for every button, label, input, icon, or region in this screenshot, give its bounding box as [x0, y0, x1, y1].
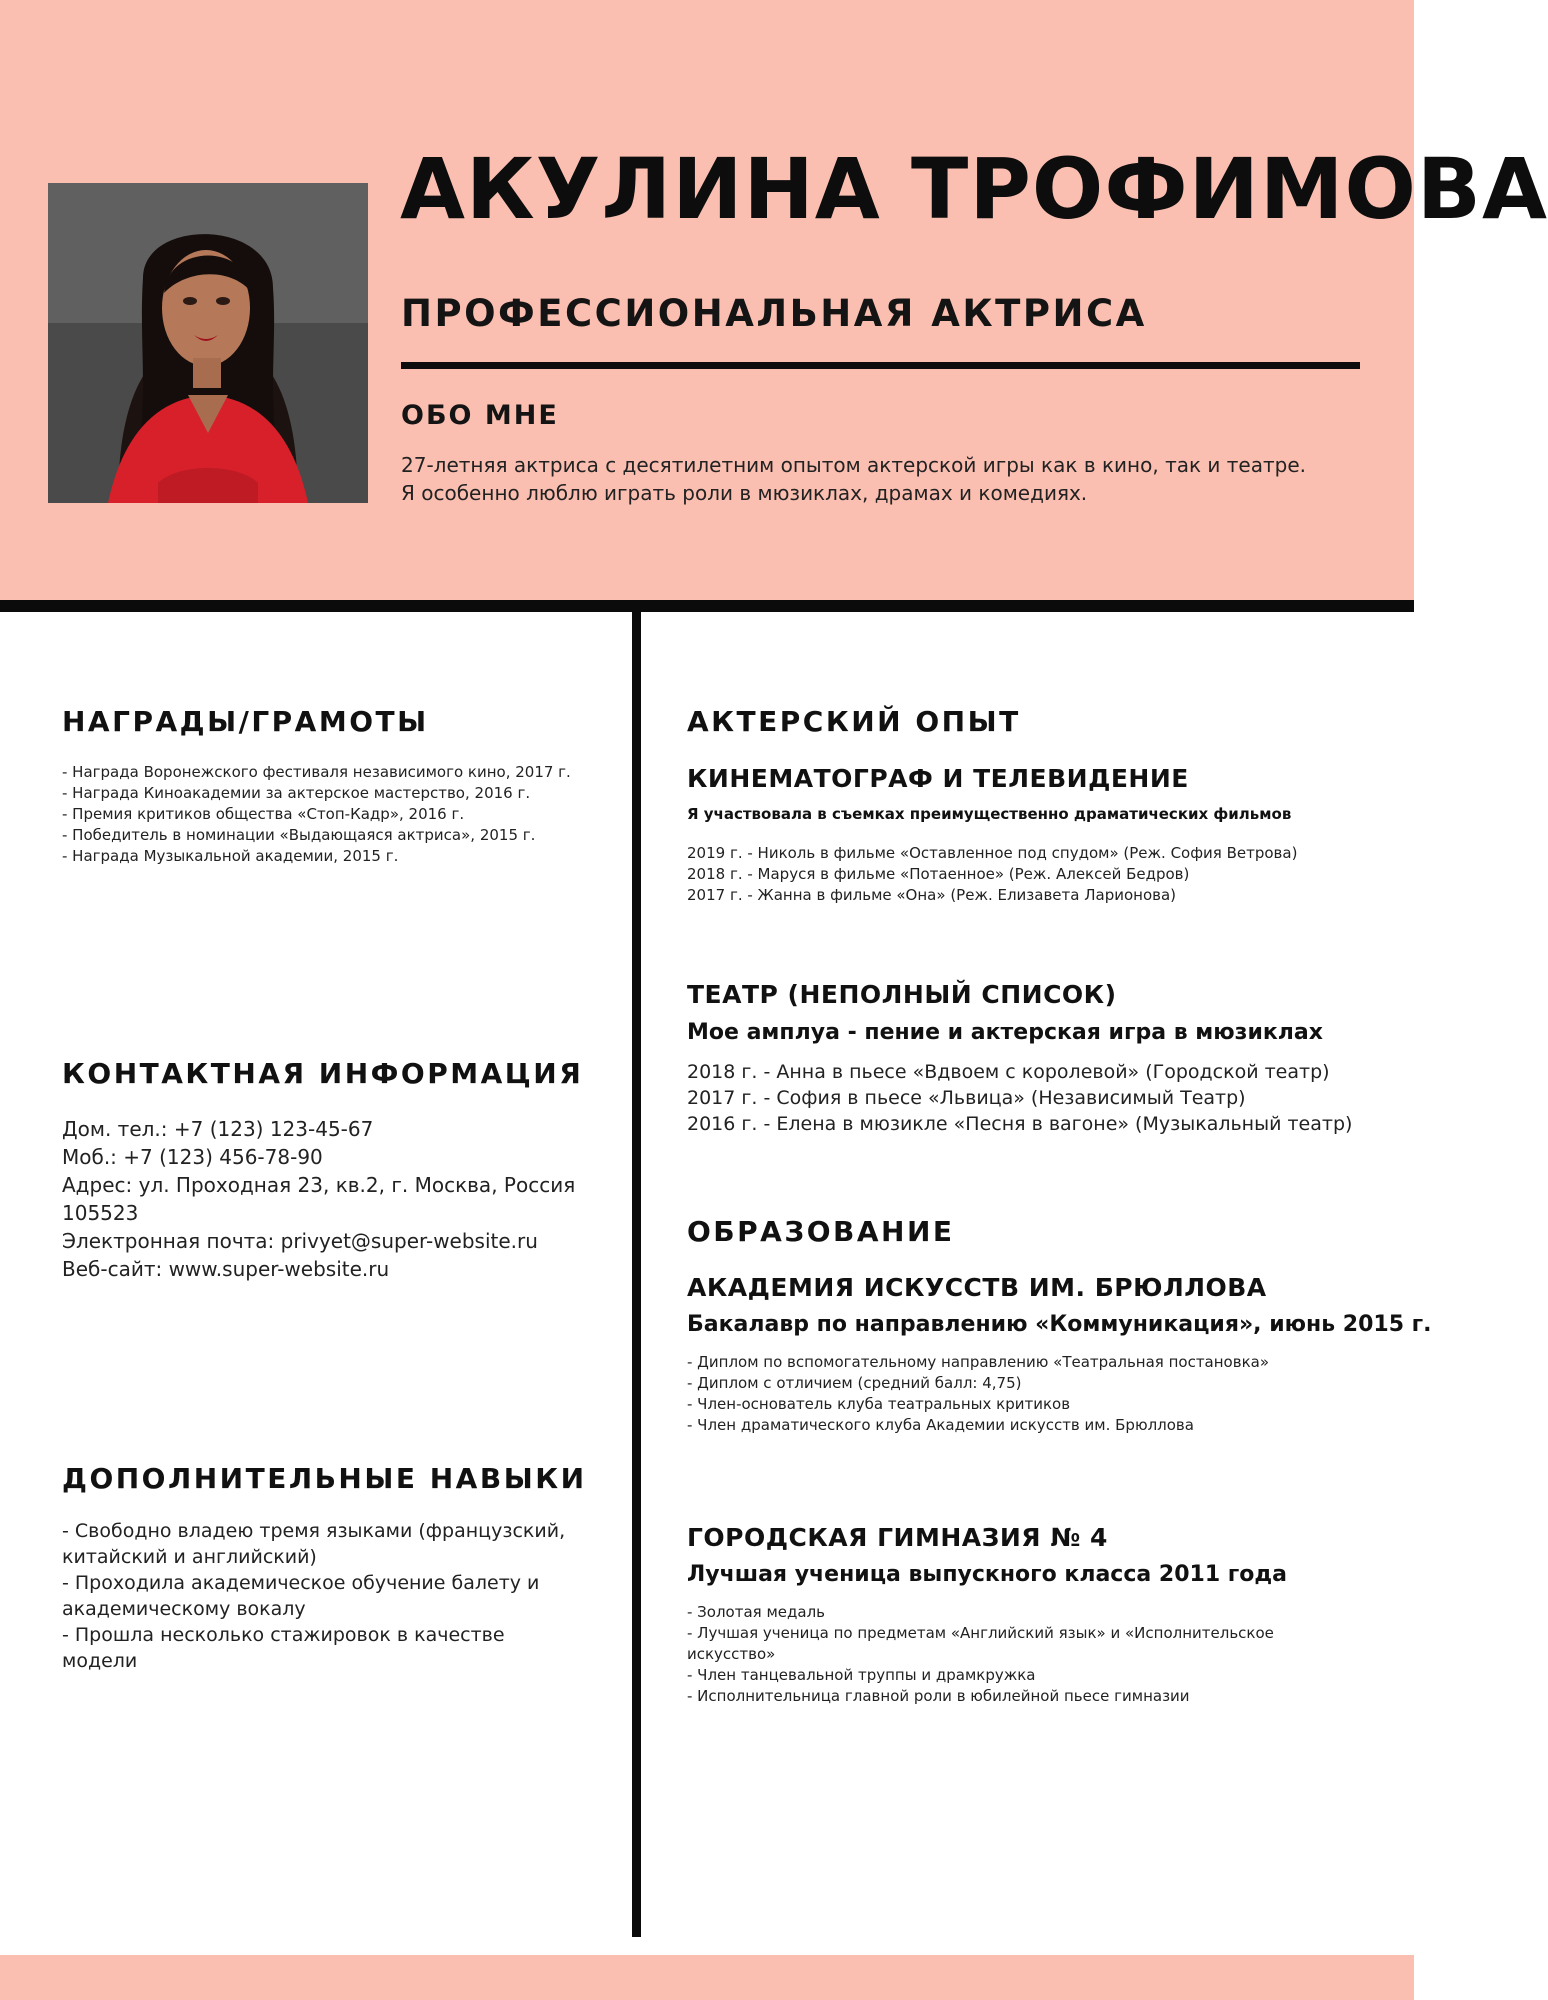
title-underline	[401, 362, 1360, 369]
list-item: - Диплом с отличием (средний балл: 4,75)	[687, 1374, 1022, 1392]
gymnasium-heading: ГОРОДСКАЯ ГИМНАЗИЯ № 4	[687, 1523, 1108, 1552]
about-text: 27-летняя актриса с десятилетним опытом актерской игры как в кино, так и театре. Я особенно люблю играть роли в мюзиклах, драмах и комедиях.	[401, 453, 1306, 505]
theatre-list	[687, 1059, 1387, 1137]
list-item: - Исполнительница главной роли в юбилейной пьесе гимназии	[687, 1687, 1190, 1705]
candidate-role: ПРОФЕССИОНАЛЬНАЯ АКТРИСА	[401, 292, 1147, 335]
website[interactable]: Веб-сайт: www.super-website.ru	[62, 1257, 390, 1281]
mobile-phone: Моб.: +7 (123) 456-78-90	[62, 1145, 323, 1169]
skills-list	[62, 1518, 582, 1674]
list-item: - Член танцевальной труппы и драмкружка	[687, 1666, 1036, 1684]
contacts-list	[62, 1115, 602, 1283]
list-item: - Диплом по вспомогательному направлению «Театральная постановка»	[687, 1353, 1270, 1371]
awards-heading: НАГРАДЫ/ГРАМОТЫ	[62, 705, 429, 738]
list-item: - Награда Воронежского фестиваля независимого кино, 2017 г.	[62, 763, 571, 781]
theatre-heading: ТЕАТР (НЕПОЛНЫЙ СПИСОК)	[687, 980, 1117, 1009]
candidate-name: АКУЛИНА ТРОФИМОВА	[400, 140, 1548, 238]
footer-band	[0, 1955, 1414, 2000]
list-item: 2016 г. - Елена в мюзикле «Песня в вагоне» (Музыкальный театр)	[687, 1113, 1353, 1135]
theatre-subtitle: Мое амплуа - пение и актерская игра в мюзиклах	[687, 1020, 1323, 1045]
education-heading: ОБРАЗОВАНИЕ	[687, 1215, 955, 1248]
list-item: 2019 г. - Николь в фильме «Оставленное под спудом» (Реж. София Ветрова)	[687, 844, 1298, 862]
list-item: - Проходила академическое обучение балету и академическому вокалу	[62, 1572, 540, 1620]
email[interactable]: Электронная почта: privyet@super-website.ru	[62, 1229, 538, 1253]
list-item: - Свободно владею тремя языками (французский, китайский и английский)	[62, 1520, 566, 1568]
profile-photo	[48, 183, 368, 503]
gymnasium-subtitle: Лучшая ученица выпускного класса 2011 года	[687, 1562, 1288, 1587]
list-item: 2018 г. - Маруся в фильме «Потаенное» (Реж. Алексей Бедров)	[687, 865, 1190, 883]
awards-list	[62, 762, 582, 867]
address: Адрес: ул. Проходная 23, кв.2, г. Москва, Россия 105523	[62, 1173, 576, 1225]
column-divider	[632, 612, 641, 1937]
list-item: - Золотая медаль	[687, 1603, 825, 1621]
academy-heading: АКАДЕМИЯ ИСКУССТВ ИМ. БРЮЛЛОВА	[687, 1273, 1267, 1302]
list-item: - Премия критиков общества «Стоп-Кадр», 2016 г.	[62, 805, 465, 823]
list-item: 2017 г. - София в пьесе «Львица» (Независимый Театр)	[687, 1087, 1246, 1109]
list-item: 2018 г. - Анна в пьесе «Вдвоем с королевой» (Городской театр)	[687, 1061, 1330, 1083]
list-item: - Член драматического клуба Академии искусств им. Брюллова	[687, 1416, 1194, 1434]
film-subtitle: Я участвовала в съемках преимущественно драматических фильмов	[687, 805, 1292, 823]
contacts-heading: КОНТАКТНАЯ ИНФОРМАЦИЯ	[62, 1057, 584, 1090]
portrait-illustration	[48, 183, 368, 503]
list-item: - Победитель в номинации «Выдающаяся актриса», 2015 г.	[62, 826, 536, 844]
list-item: - Награда Музыкальной академии, 2015 г.	[62, 847, 399, 865]
gymnasium-list	[687, 1602, 1337, 1707]
list-item: - Награда Киноакадемии за актерское мастерство, 2016 г.	[62, 784, 531, 802]
home-phone: Дом. тел.: +7 (123) 123-45-67	[62, 1117, 374, 1141]
list-item: - Лучшая ученица по предметам «Английский язык» и «Исполнительское искусство»	[687, 1624, 1274, 1663]
header-divider	[0, 600, 1414, 612]
film-list	[687, 843, 1377, 906]
about-heading: ОБО МНЕ	[401, 400, 559, 431]
skills-heading: ДОПОЛНИТЕЛЬНЫЕ НАВЫКИ	[62, 1462, 587, 1495]
academy-list	[687, 1352, 1377, 1436]
film-heading: КИНЕМАТОГРАФ И ТЕЛЕВИДЕНИЕ	[687, 764, 1189, 793]
list-item: 2017 г. - Жанна в фильме «Она» (Реж. Елизавета Ларионова)	[687, 886, 1177, 904]
experience-heading: АКТЕРСКИЙ ОПЫТ	[687, 705, 1021, 738]
academy-subtitle: Бакалавр по направлению «Коммуникация», июнь 2015 г.	[687, 1312, 1432, 1337]
list-item: - Прошла несколько стажировок в качестве модели	[62, 1624, 505, 1672]
list-item: - Член-основатель клуба театральных критиков	[687, 1395, 1071, 1413]
